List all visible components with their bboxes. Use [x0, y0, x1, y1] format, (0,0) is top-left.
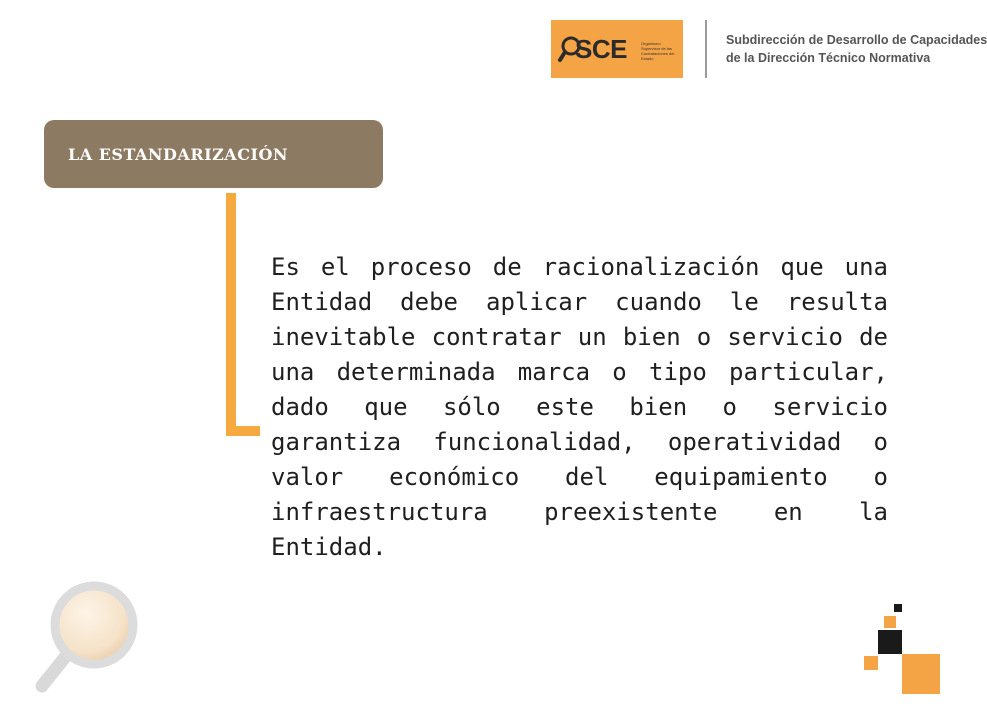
osce-logo [551, 20, 683, 78]
square-small-dark [894, 604, 902, 612]
department-line-1: Subdirección de Desarrollo de Capacidades [726, 33, 987, 47]
square-dark [878, 630, 902, 654]
slide-title: LA ESTANDARIZACIÓN [68, 145, 288, 164]
decorative-squares [862, 604, 942, 696]
square-orange-large [902, 654, 940, 694]
slide-title-box [44, 120, 383, 188]
magnifier-icon [28, 580, 148, 700]
logo-text: SCE [575, 34, 627, 64]
definition-text: Es el proceso de racionalización que una Entidad debe aplicar cuando le resulta inevitable contratar un bien o servicio de una determinada marca o tipo particular, dado que sólo este bien o servicio garantiza funcionalidad, operatividad o valor económico del equipamiento o infraestructura preexistente en la Entidad. [271, 253, 888, 561]
department-line-2: de la Dirección Técnico Normativa [726, 51, 931, 65]
header-divider [705, 20, 707, 78]
orange-bracket [226, 193, 260, 436]
square-small-orange [884, 616, 896, 628]
square-orange-left [864, 656, 878, 670]
logo-small-text: Organismo Supervisor de las Contrataciones del Estado [641, 41, 675, 61]
department-name [726, 31, 987, 67]
